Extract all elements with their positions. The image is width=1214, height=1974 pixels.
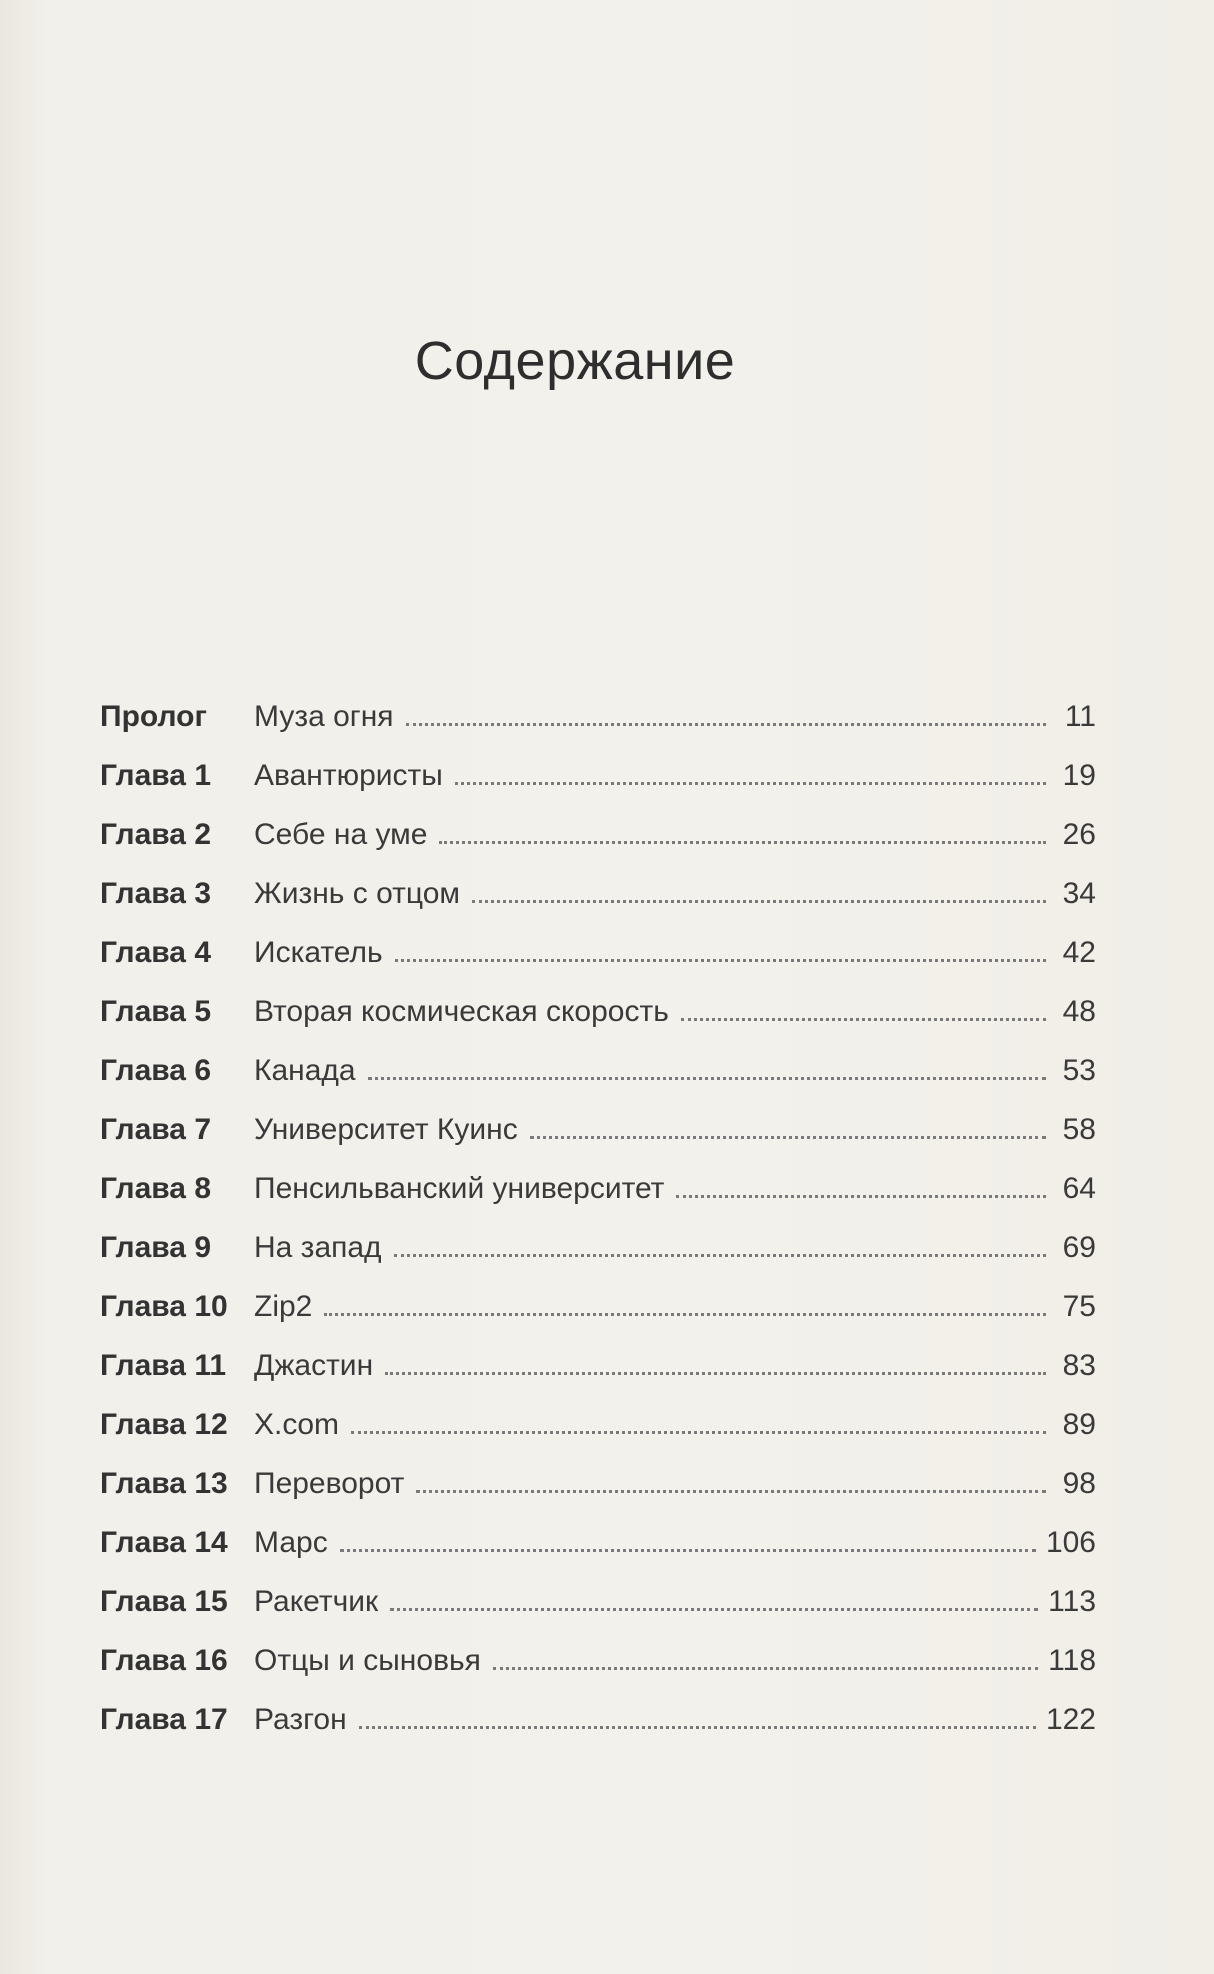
toc-entry[interactable] [100,818,1096,877]
toc-entry[interactable] [100,1231,1096,1290]
toc-entry-page: 89 [1062,1408,1096,1441]
toc-entry[interactable] [100,877,1096,936]
toc-entry-label: Пролог [100,700,207,733]
dot-leader [324,1313,1046,1316]
dot-leader [351,1431,1046,1434]
toc-entry-title: Марс [254,1526,328,1559]
toc-entry-title: На запад [254,1231,382,1264]
toc-entry-title: Авантюристы [254,759,443,792]
dot-leader [416,1490,1046,1493]
toc-entry-label: Глава 17 [100,1703,228,1736]
toc-entry-title: Себе на уме [254,818,428,851]
toc-entry-title: Пенсильванский университет [254,1172,665,1205]
toc-entry[interactable] [100,936,1096,995]
toc-entry-title: Zip2 [254,1290,313,1323]
toc-entry-page: 53 [1062,1054,1096,1087]
toc-entry-label: Глава 8 [100,1172,212,1205]
toc-entry-title: Канада [254,1054,356,1087]
table-of-contents [100,700,1096,1762]
toc-entry-label: Глава 13 [100,1467,228,1500]
toc-entry[interactable] [100,1113,1096,1172]
toc-entry-label: Глава 1 [100,759,212,792]
toc-entry-page: 26 [1062,818,1096,851]
toc-entry-page: 69 [1062,1231,1096,1264]
toc-entry-label: Глава 4 [100,936,212,969]
dot-leader [406,723,1046,726]
dot-leader [340,1549,1036,1552]
toc-entry-label: Глава 6 [100,1054,212,1087]
toc-entry-page: 83 [1062,1349,1096,1382]
dot-leader [493,1667,1038,1670]
page-title: Содержание [414,331,736,391]
dot-leader [359,1726,1036,1729]
dot-leader [530,1136,1046,1139]
toc-entry-label: Глава 11 [100,1349,227,1382]
toc-entry-title: Муза огня [254,700,394,733]
dot-leader [368,1077,1046,1080]
toc-entry-label: Глава 15 [100,1585,228,1618]
toc-entry-title: Жизнь с отцом [254,877,461,910]
toc-entry-page: 48 [1062,995,1096,1028]
toc-entry-page: 75 [1062,1290,1096,1323]
toc-entry[interactable] [100,1408,1096,1467]
toc-entry[interactable] [100,1467,1096,1526]
toc-entry[interactable] [100,1349,1096,1408]
dot-leader [385,1372,1046,1375]
dot-leader [394,1254,1046,1257]
toc-entry[interactable] [100,1172,1096,1231]
toc-entry-page: 19 [1062,759,1096,792]
toc-entry-title: X.com [254,1408,340,1441]
toc-entry-title: Переворот [254,1467,405,1500]
toc-entry-page: 34 [1062,877,1096,910]
dot-leader [676,1195,1046,1198]
dot-leader [395,959,1046,962]
toc-entry[interactable] [100,759,1096,818]
toc-entry-label: Глава 5 [100,995,212,1028]
toc-entry-title: Искатель [254,936,383,969]
toc-entry-title: Разгон [254,1703,347,1736]
toc-entry-label: Глава 16 [100,1644,228,1677]
toc-entry-title: Джастин [254,1349,374,1382]
toc-entry[interactable] [100,700,1096,759]
toc-entry-page: 98 [1062,1467,1096,1500]
toc-entry-label: Глава 2 [100,818,212,851]
toc-entry-page: 106 [1045,1526,1096,1559]
toc-entry-label: Глава 12 [100,1408,228,1441]
toc-entry-page: 42 [1062,936,1096,969]
toc-entry-title: Отцы и сыновья [254,1644,481,1677]
toc-entry-label: Глава 3 [100,877,212,910]
toc-entry-title: Вторая космическая скорость [254,995,669,1028]
toc-entry-page: 64 [1062,1172,1096,1205]
dot-leader [455,782,1046,785]
toc-entry[interactable] [100,1526,1096,1585]
toc-entry-label: Глава 9 [100,1231,212,1264]
toc-entry-title: Ракетчик [254,1585,379,1618]
dot-leader [472,900,1046,903]
toc-entry-page: 11 [1064,700,1096,733]
toc-entry-label: Глава 7 [100,1113,212,1146]
toc-entry-page: 58 [1062,1113,1096,1146]
dot-leader [439,841,1046,844]
toc-entry[interactable] [100,1290,1096,1349]
toc-entry[interactable] [100,1054,1096,1113]
toc-entry[interactable] [100,1585,1096,1644]
toc-entry[interactable] [100,1703,1096,1762]
toc-entry[interactable] [100,995,1096,1054]
toc-entry[interactable] [100,1644,1096,1703]
dot-leader [681,1018,1046,1021]
toc-entry-label: Глава 10 [100,1290,228,1323]
toc-entry-page: 122 [1045,1703,1096,1736]
toc-entry-page: 113 [1048,1585,1096,1618]
toc-entry-title: Университет Куинс [254,1113,518,1146]
toc-entry-label: Глава 14 [100,1526,228,1559]
dot-leader [390,1608,1038,1611]
toc-entry-page: 118 [1048,1644,1096,1677]
